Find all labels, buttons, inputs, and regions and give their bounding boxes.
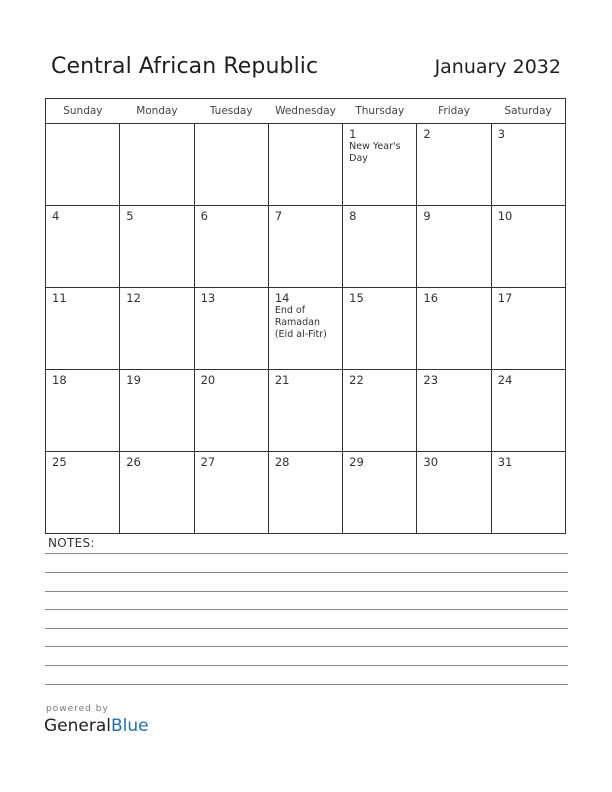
day-cell-29 [343,452,417,534]
day-cell-empty [120,124,194,206]
powered-by-text: powered by [46,704,109,714]
weekday-tuesday: Tuesday [194,99,268,124]
weekday-thursday: Thursday [343,99,417,124]
holiday-event: End of Ramadan (Eid al-Fitr) [274,305,327,340]
generalblue-logo [44,716,149,736]
day-number: 24 [497,373,513,387]
day-cell-13 [194,288,268,370]
note-line [45,628,568,629]
day-cell-3 [491,124,565,206]
day-cell-14 [268,288,342,370]
day-cell-26 [120,452,194,534]
day-number: 10 [497,209,513,223]
day-cell-6 [194,206,268,288]
day-number: 22 [349,373,364,387]
day-cell-5 [120,206,194,288]
note-line [45,665,568,666]
calendar-grid [45,98,566,534]
day-cell-7 [268,206,342,288]
notes-label: NOTES: [48,536,95,550]
calendar-week-row [46,288,566,370]
day-number: 31 [497,455,513,469]
day-number: 5 [126,209,134,223]
day-cell-18 [46,370,120,452]
day-number: 2 [423,127,431,141]
day-number: 18 [52,373,67,387]
day-number: 7 [274,209,283,223]
day-cell-empty [46,124,120,206]
day-number: 28 [274,455,290,469]
weekday-wednesday: Wednesday [268,99,342,124]
calendar-week-row [46,124,566,206]
day-number: 13 [200,291,216,305]
day-cell-20 [194,370,268,452]
note-line [45,591,568,592]
day-cell-2 [417,124,491,206]
day-cell-22 [343,370,417,452]
day-cell-21 [268,370,342,452]
day-number: 1 [349,127,357,141]
day-number: 17 [497,291,513,305]
day-cell-12 [120,288,194,370]
weekday-sunday: Sunday [46,99,120,124]
day-cell-27 [194,452,268,534]
day-cell-24 [491,370,565,452]
day-number: 20 [200,373,216,387]
day-number: 29 [349,455,364,469]
day-number: 16 [423,291,439,305]
day-number: 21 [274,373,290,387]
day-number: 12 [126,291,141,305]
day-number: 27 [200,455,216,469]
day-number: 19 [126,373,141,387]
day-number: 3 [497,127,506,141]
day-cell-28 [268,452,342,534]
note-line [45,553,568,554]
weekday-friday: Friday [417,99,491,124]
weekday-header-row [46,99,566,124]
note-line [45,646,568,647]
day-cell-10 [491,206,565,288]
day-number: 26 [126,455,141,469]
day-cell-1 [343,124,417,206]
day-cell-4 [46,206,120,288]
note-line [45,572,568,573]
day-number: 23 [423,373,439,387]
calendar-week-row [46,370,566,452]
day-cell-25 [46,452,120,534]
day-number: 8 [349,209,357,223]
day-cell-15 [343,288,417,370]
day-cell-9 [417,206,491,288]
day-cell-17 [491,288,565,370]
note-line [45,684,568,685]
day-number: 25 [52,455,67,469]
calendar-country-title: Central African Republic [51,54,319,79]
day-cell-31 [491,452,565,534]
day-number: 30 [423,455,439,469]
weekday-saturday: Saturday [491,99,565,124]
day-cell-8 [343,206,417,288]
day-cell-empty [268,124,342,206]
day-number: 9 [423,209,431,223]
calendar-month-year: January 2032 [434,56,561,78]
day-cell-empty [194,124,268,206]
calendar-weeks [46,124,566,534]
logo-general: General [44,716,111,736]
day-number: 14 [274,291,290,305]
day-number: 15 [349,291,364,305]
logo-blue: Blue [111,716,149,736]
day-cell-11 [46,288,120,370]
weekday-monday: Monday [120,99,194,124]
day-cell-19 [120,370,194,452]
day-cell-23 [417,370,491,452]
day-number: 11 [52,291,67,305]
note-line [45,609,568,610]
day-number: 4 [52,209,60,223]
day-cell-16 [417,288,491,370]
day-number: 6 [200,209,208,223]
calendar-week-row [46,206,566,288]
day-cell-30 [417,452,491,534]
holiday-event: New Year's Day [349,141,401,164]
calendar-week-row [46,452,566,534]
